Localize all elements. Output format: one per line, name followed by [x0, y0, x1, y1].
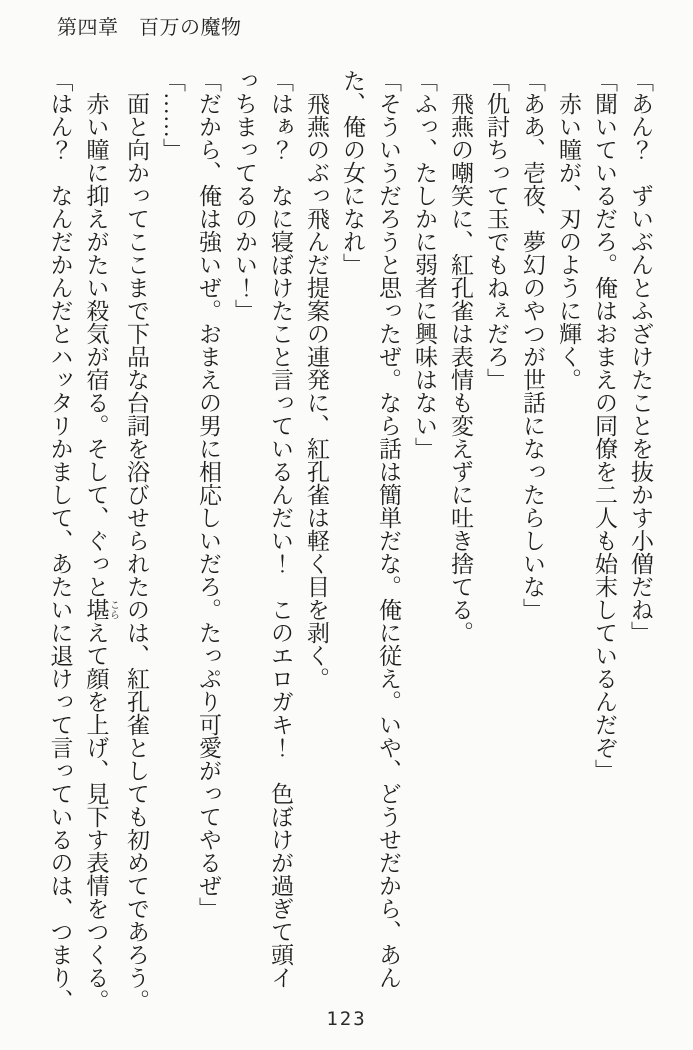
- chapter-header: 第四章 百万の魔物: [57, 17, 242, 39]
- ruby-annotation: 堪 こら: [83, 598, 119, 621]
- text-column: 「そういうだろうと思ったぜ。なら話は簡単だな。俺に従え。いや、どうせだから、あん: [376, 69, 401, 989]
- text-column: 赤い瞳に抑えがたい殺気が宿る。そして、ぐっと堪 こらえて顔を上げ、見下す表情をつくる。: [83, 69, 119, 1012]
- text-column: 赤い瞳が、刃のように輝く。: [556, 69, 581, 391]
- text-column: っちまってるのかい！」: [232, 69, 257, 322]
- text-column: 「はぁ？ なに寝ぼけたこと言っているんだい！ このエロガキ！ 色ぼけが過ぎて頭イ: [268, 69, 293, 989]
- text-column: た、俺の女になれ」: [340, 69, 365, 276]
- text-column: 「ああ、壱夜、夢幻のやつが世話になったらしいな」: [520, 69, 545, 621]
- text-column: 「だから、俺は強いぜ。おまえの男に相応しいだろ。たっぷり可愛がってやるぜ」: [196, 69, 221, 920]
- text-column: 「はん？ なんだかんだとハッタリかまして、あたいに退けって言っているのは、つまり、: [47, 69, 73, 1012]
- text-column: 面と向かってここまで下品な台詞を浴びせられたのは、紅孔雀としても初めてであろう。: [124, 69, 149, 1012]
- text-column: 飛燕のぶっ飛んだ提案の連発に、紅孔雀は軽く目を剥く。: [304, 69, 329, 690]
- text-column: 「ふっ、たしかに弱者に興味はない」: [412, 69, 437, 460]
- text-column: 「あん？ ずいぶんとふざけたことを抜かす小僧だね」: [628, 69, 653, 644]
- text-column: 「聞いているだろ。俺はおまえの同僚を二人も始末しているんだぞ」: [592, 69, 617, 782]
- text-column: 「……」: [160, 69, 185, 161]
- vertical-text-area: [46, 69, 658, 1012]
- page-number: 123: [326, 1008, 367, 1030]
- text-column: 飛燕の嘲笑に、紅孔雀は表情も変えずに吐き捨てる。: [448, 69, 473, 644]
- text-column: 「仇討ちって玉でもねぇだろ」: [484, 69, 509, 391]
